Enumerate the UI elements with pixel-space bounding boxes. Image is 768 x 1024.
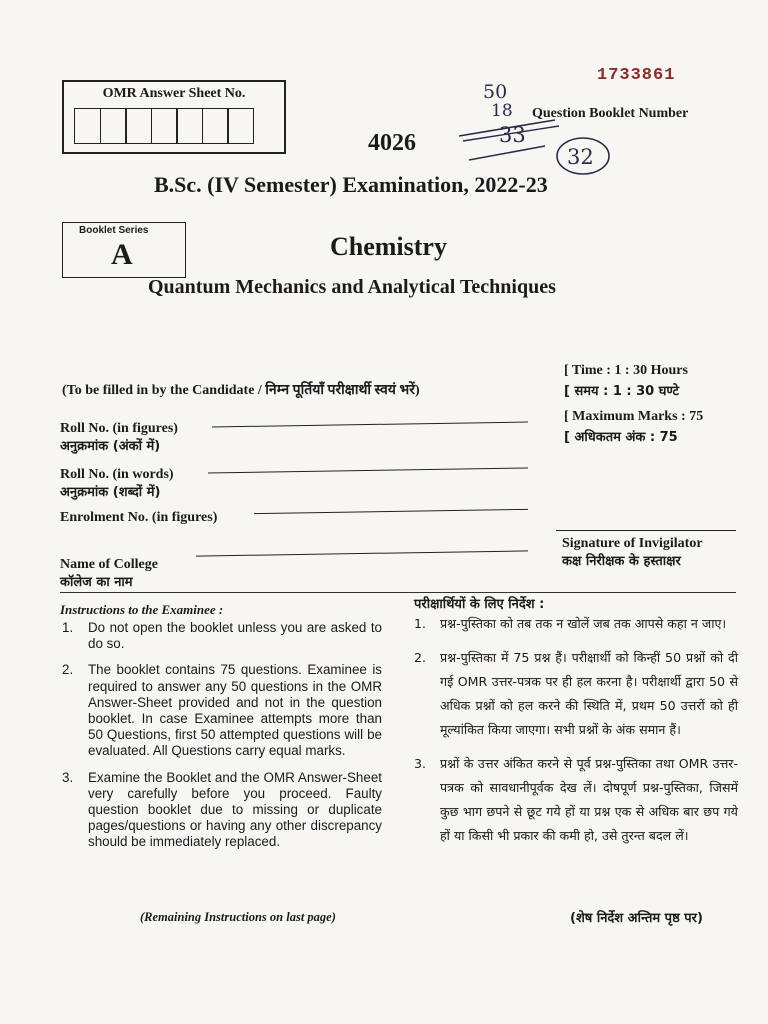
omr-cell[interactable] <box>227 108 254 144</box>
omr-cell[interactable] <box>100 108 127 144</box>
instruction-number: 1. <box>62 620 74 635</box>
time-marks-info <box>564 360 703 448</box>
signature-en: Signature of Invigilator <box>562 536 703 551</box>
booklet-series-value: A <box>111 238 133 271</box>
college-label <box>60 556 158 592</box>
roll-words-en: Roll No. (in words) <box>60 467 174 482</box>
instructions-en-title: Instructions to the Examinee : <box>60 602 224 617</box>
remaining-instructions-en: (Remaining Instructions on last page) <box>140 910 336 924</box>
remaining-instructions-hi: (शेष निर्देश अन्तिम पृष्ठ पर) <box>570 911 703 926</box>
section-divider <box>60 592 736 593</box>
instruction-number: 3. <box>62 769 74 785</box>
roll-figures-input[interactable] <box>212 422 528 428</box>
instruction-number: 3. <box>414 756 427 771</box>
signature-line[interactable] <box>556 530 736 531</box>
instruction-item <box>62 770 382 851</box>
omr-label: OMR Answer Sheet No. <box>102 86 246 101</box>
omr-cell[interactable] <box>202 108 229 144</box>
roll-words-label <box>60 466 174 502</box>
college-en: Name of College <box>60 557 158 572</box>
omr-cell[interactable] <box>151 108 178 144</box>
signature-hi: कक्ष निरीक्षक के हस्ताक्षर <box>562 554 681 569</box>
exam-title: B.Sc. (IV Semester) Examination, 2022-23 <box>154 172 548 197</box>
college-hi: कॉलेज का नाम <box>60 575 133 590</box>
instruction-number: 1. <box>414 616 427 631</box>
invigilator-signature <box>562 535 703 571</box>
booklet-series-box <box>62 222 186 278</box>
omr-sheet-number-box <box>62 80 286 154</box>
handwritten-number: 50 <box>483 81 508 103</box>
instructions-hi-title: परीक्षार्थियों के लिए निर्देश : <box>414 597 545 612</box>
instructions-en-list <box>62 620 382 861</box>
roll-figures-en: Roll No. (in figures) <box>60 421 178 436</box>
paper-code: 4026 <box>368 130 416 156</box>
roll-figures-hi: अनुक्रमांक (अंकों में) <box>60 439 161 454</box>
candidate-note: (To be filled in by the Candidate / निम्न पूर्तियाँ परीक्षार्थी स्वयं भरें) <box>62 383 420 398</box>
instruction-text: प्रश्न-पुस्तिका को तब तक न खोलें जब तक आपसे कहा न जाए। <box>440 616 727 631</box>
omr-cell[interactable] <box>125 108 152 144</box>
instruction-text: The booklet contains 75 questions. Examinee is required to answer any 50 questions in the OMR Answer-Sheet provided and not in the question booklet. In case Examinee attempts more than 50 Questions, first 50 attempted questions will be evaluated. All Questions carry equal marks. <box>88 662 382 759</box>
enrolment-label <box>60 509 217 527</box>
instructions-hi-list <box>414 612 738 858</box>
instruction-item <box>62 662 382 759</box>
booklet-series-label: Booklet Series <box>79 225 149 236</box>
omr-cell[interactable] <box>176 108 203 144</box>
instruction-item <box>414 752 738 848</box>
handwritten-number: 33 <box>499 123 526 147</box>
handwritten-number: 18 <box>491 101 513 121</box>
booklet-serial-number: 1733861 <box>597 66 676 85</box>
roll-words-input[interactable] <box>208 467 528 473</box>
instruction-item <box>62 620 382 652</box>
enrolment-en: Enrolment No. (in figures) <box>60 510 218 525</box>
instruction-number: 2. <box>62 662 74 678</box>
time-hi: [ समय : 1 : 30 घण्टे <box>564 384 679 399</box>
roll-figures-label <box>60 420 178 456</box>
instruction-text: Do not open the booklet unless you are asked to do so. <box>88 620 382 652</box>
subject-title: Chemistry <box>330 232 447 261</box>
instruction-text: प्रश्नों के उत्तर अंकित करने से पूर्व प्रश्न-पुस्तिका तथा OMR उत्तर-पत्रक को सावधानीपूर्वक देख लें। दोषपूर्ण प्रश्न-पुस्तिका, जिसमें कुछ भाग छपने से छूट गये हों या प्रश्न एक से अधिक बार छप गये हों या किसी भी प्रकार की कमी हो, उसे तुरन्त बदल लें। <box>440 756 738 843</box>
paper-title: Quantum Mechanics and Analytical Techniques <box>148 276 556 298</box>
instruction-number: 2. <box>414 650 427 665</box>
handwritten-number: 32 <box>567 145 594 169</box>
marks-hi: [ अधिकतम अंक : 75 <box>564 430 678 445</box>
instruction-text: प्रश्न-पुस्तिका में 75 प्रश्न हैं। परीक्षार्थी को किन्हीं 50 प्रश्नों को दी गई OMR उत्तर-पत्रक पर ही हल करना है। परीक्षार्थी द्वारा 50 से अधिक प्रश्नों को हल करने की स्थिति में, प्रथम 50 उत्तरों को ही मूल्यांकित किया जाएगा। सभी प्रश्नों के अंक समान हैं। <box>440 650 738 737</box>
omr-cell[interactable] <box>74 108 101 144</box>
instruction-item <box>414 646 738 742</box>
college-input[interactable] <box>196 550 528 556</box>
marks-en: [ Maximum Marks : 75 <box>564 409 704 424</box>
enrolment-input[interactable] <box>254 509 528 514</box>
omr-cells <box>74 108 253 144</box>
instruction-item <box>414 612 738 636</box>
time-en: [ Time : 1 : 30 Hours <box>564 363 688 378</box>
roll-words-hi: अनुक्रमांक (शब्दों में) <box>60 485 161 500</box>
handwritten-stroke <box>469 146 545 160</box>
instruction-text: Examine the Booklet and the OMR Answer-Sheet very carefully before you proceed. Faulty question booklet due to missing or duplicate pages/questions or having any other discrepancy should be immediately replaced. <box>88 769 382 850</box>
question-booklet-number-label: Question Booklet Number <box>532 106 689 121</box>
